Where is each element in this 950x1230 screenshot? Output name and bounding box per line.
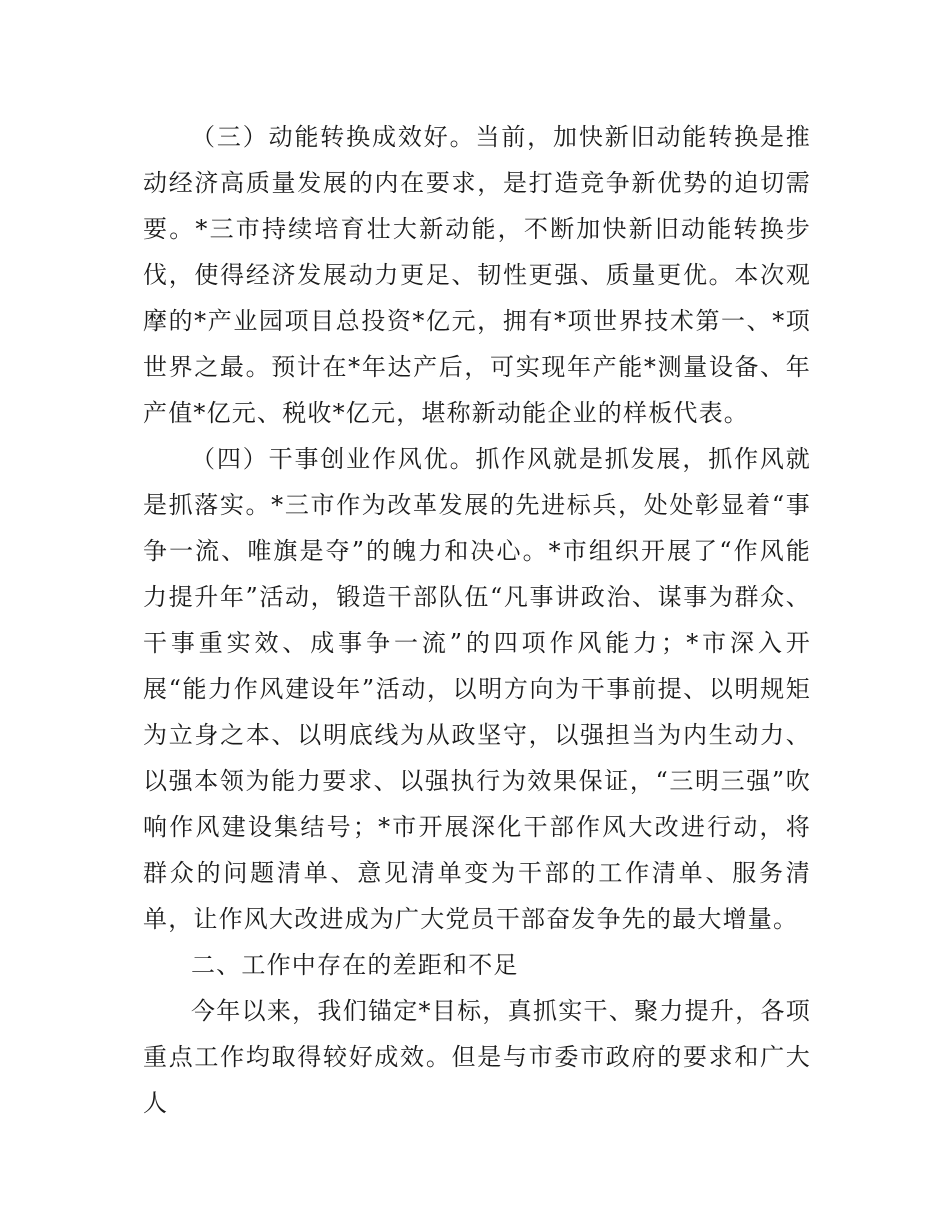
section-heading-gaps: 二、工作中存在的差距和不足 bbox=[191, 951, 519, 979]
document-body bbox=[143, 114, 811, 1126]
paragraph-work-style: （四）干事创业作风优。抓作风就是抓发展，抓作风就是抓落实。*三市作为改革发展的先进标兵，处处彰显着“事争一流、唯旗是夺”的魄力和决心。*市组织开展了“作风能力提升年”活动，锻造干部队伍“凡事讲政治、谋事为群众、干事重实效、成事争一流”的四项作风能力；*市深入开展“能力作风建设年”活动，以明方向为干事前提、以明规矩为立身之本、以明底线为从政坚守，以强担当为内生动力、以强本领为能力要求、以强执行为效果保证，“三明三强”吹响作风建设集结号；*市开展深化干部作风大改进行动，将群众的问题清单、意见清单变为干部的工作清单、服务清单，让作风大改进成为广大党员干部奋发争先的最大增量。 bbox=[143, 445, 811, 933]
paragraph-energy-conversion: （三）动能转换成效好。当前，加快新旧动能转换是推动经济高质量发展的内在要求，是打造竞争新优势的迫切需要。*三市持续培育壮大新动能，不断加快新旧动能转换步伐，使得经济发展动力更足、韧性更强、质量更优。本次观摩的*产业园项目总投资*亿元，拥有*项世界技术第一、*项世界之最。预计在*年达产后，可实现年产能*测量设备、年产值*亿元、税收*亿元，堪称新动能企业的样板代表。 bbox=[143, 123, 811, 427]
paragraph-gaps-intro: 今年以来，我们锚定*目标，真抓实干、聚力提升，各项重点工作均取得较好成效。但是与市委市政府的要求和广大人 bbox=[143, 997, 811, 1117]
